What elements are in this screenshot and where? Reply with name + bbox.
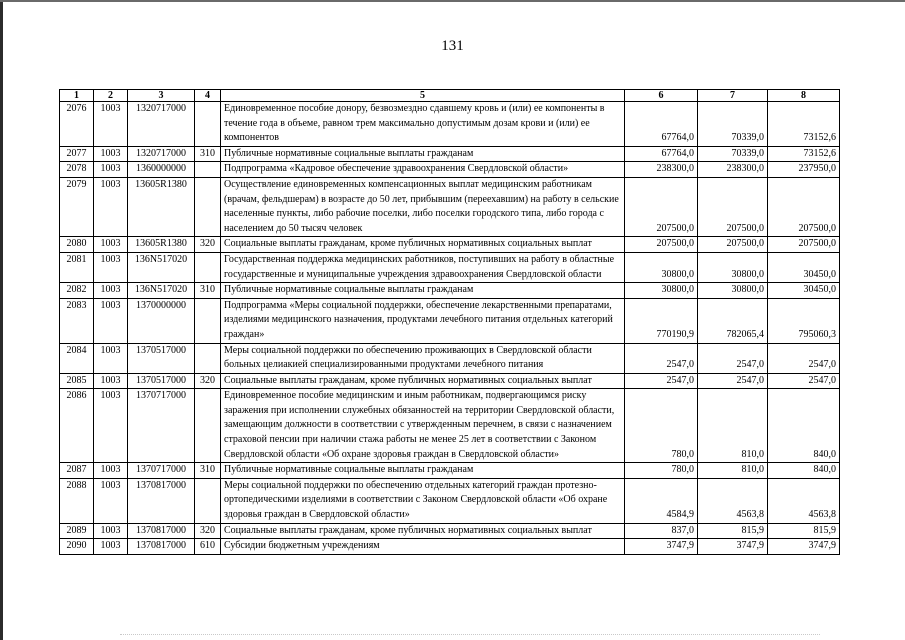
amount-col-7: 207500,0 — [698, 237, 768, 253]
amount-col-8: 2547,0 — [768, 373, 840, 389]
header-col-3: 3 — [128, 90, 195, 102]
header-col-5: 5 — [221, 90, 625, 102]
scan-frame-top — [0, 0, 905, 2]
table-row — [60, 252, 840, 282]
section-code: 1003 — [94, 252, 128, 282]
amount-col-7: 4563,8 — [698, 478, 768, 523]
table-row — [60, 162, 840, 178]
target-article-code: 1370817000 — [128, 539, 195, 555]
scan-frame-left — [0, 0, 3, 640]
table-row — [60, 177, 840, 236]
amount-col-6: 207500,0 — [625, 237, 698, 253]
amount-col-7: 810,0 — [698, 389, 768, 463]
amount-col-7: 30800,0 — [698, 252, 768, 282]
table-row — [60, 343, 840, 373]
row-number: 2088 — [60, 478, 94, 523]
section-code: 1003 — [94, 237, 128, 253]
item-description: Осуществление единовременных компенсационных выплат медицинским работникам (врачам, фельдшерам) в возрасте до 50 лет, прибывшим (переехавшим) на работу в сельские населенные пункты, либо рабочие поселки, либо поселки городского типа, либо города с населением до 50 тысяч человек — [221, 177, 625, 236]
section-code: 1003 — [94, 478, 128, 523]
row-number: 2082 — [60, 283, 94, 299]
amount-col-8: 207500,0 — [768, 177, 840, 236]
scan-edge-bottom — [120, 634, 820, 636]
amount-col-7: 2547,0 — [698, 373, 768, 389]
amount-col-8: 840,0 — [768, 389, 840, 463]
amount-col-6: 3747,9 — [625, 539, 698, 555]
item-description: Подпрограмма «Меры социальной поддержки, обеспечение лекарственными препаратами, изделиями медицинского назначения, продуктами лечебного питания отдельных категорий граждан» — [221, 298, 625, 343]
row-number: 2078 — [60, 162, 94, 178]
expense-type-code — [195, 478, 221, 523]
table-row — [60, 298, 840, 343]
expense-type-code — [195, 102, 221, 147]
table-row — [60, 539, 840, 555]
row-number: 2083 — [60, 298, 94, 343]
section-code: 1003 — [94, 463, 128, 479]
expense-type-code: 320 — [195, 373, 221, 389]
amount-col-8: 73152,6 — [768, 102, 840, 147]
expense-type-code — [195, 343, 221, 373]
amount-col-8: 4563,8 — [768, 478, 840, 523]
section-code: 1003 — [94, 283, 128, 299]
expense-type-code: 610 — [195, 539, 221, 555]
table-row — [60, 463, 840, 479]
target-article-code: 1320717000 — [128, 146, 195, 162]
row-number: 2087 — [60, 463, 94, 479]
target-article-code: 1370817000 — [128, 478, 195, 523]
header-col-2: 2 — [94, 90, 128, 102]
amount-col-6: 780,0 — [625, 463, 698, 479]
section-code: 1003 — [94, 523, 128, 539]
amount-col-6: 770190,9 — [625, 298, 698, 343]
item-description: Подпрограмма «Кадровое обеспечение здравоохранения Свердловской области» — [221, 162, 625, 178]
amount-col-7: 30800,0 — [698, 283, 768, 299]
table-row — [60, 146, 840, 162]
row-number: 2077 — [60, 146, 94, 162]
amount-col-6: 2547,0 — [625, 343, 698, 373]
target-article-code: 1370717000 — [128, 389, 195, 463]
amount-col-8: 207500,0 — [768, 237, 840, 253]
expense-type-code: 310 — [195, 463, 221, 479]
table-row — [60, 373, 840, 389]
item-description: Единовременное пособие медицинским и иным работникам, подвергающимся риску заражения при исполнении служебных обязанностей на территории Свердловской области, замещающим должности в соответствии с утвержденным перечнем, в связи с назначением страховой пенсии при наличии стажа работы не менее 25 лет в соответствии с Законом Свердловской области «Об охране здоровья граждан в Свердловской области» — [221, 389, 625, 463]
amount-col-8: 30450,0 — [768, 283, 840, 299]
row-number: 2084 — [60, 343, 94, 373]
expense-type-code: 320 — [195, 237, 221, 253]
row-number: 2081 — [60, 252, 94, 282]
amount-col-8: 840,0 — [768, 463, 840, 479]
table-row — [60, 237, 840, 253]
header-col-6: 6 — [625, 90, 698, 102]
item-description: Меры социальной поддержки по обеспечению отдельных категорий граждан протезно-ортопедическими изделиями в соответствии с Законом Свердловской области «Об охране здоровья граждан в Свердловской области» — [221, 478, 625, 523]
amount-col-6: 238300,0 — [625, 162, 698, 178]
item-description: Единовременное пособие донору, безвозмездно сдавшему кровь и (или) ее компоненты в течение года в объеме, равном трем максимально допустимым дозам крови и (или) ее компонентов — [221, 102, 625, 147]
expense-type-code — [195, 162, 221, 178]
expense-type-code — [195, 298, 221, 343]
amount-col-8: 815,9 — [768, 523, 840, 539]
table-row — [60, 102, 840, 147]
section-code: 1003 — [94, 298, 128, 343]
section-code: 1003 — [94, 146, 128, 162]
header-col-4: 4 — [195, 90, 221, 102]
target-article-code: 13605R1380 — [128, 177, 195, 236]
expense-type-code — [195, 389, 221, 463]
row-number: 2090 — [60, 539, 94, 555]
expense-type-code — [195, 177, 221, 236]
section-code: 1003 — [94, 102, 128, 147]
table-row — [60, 389, 840, 463]
amount-col-7: 3747,9 — [698, 539, 768, 555]
target-article-code: 136N517020 — [128, 252, 195, 282]
item-description: Социальные выплаты гражданам, кроме публичных нормативных социальных выплат — [221, 237, 625, 253]
row-number: 2086 — [60, 389, 94, 463]
target-article-code: 1370817000 — [128, 523, 195, 539]
target-article-code: 1370000000 — [128, 298, 195, 343]
amount-col-8: 237950,0 — [768, 162, 840, 178]
expense-type-code: 320 — [195, 523, 221, 539]
target-article-code: 1360000000 — [128, 162, 195, 178]
amount-col-7: 810,0 — [698, 463, 768, 479]
amount-col-7: 207500,0 — [698, 177, 768, 236]
amount-col-6: 30800,0 — [625, 283, 698, 299]
section-code: 1003 — [94, 162, 128, 178]
amount-col-6: 4584,9 — [625, 478, 698, 523]
amount-col-7: 782065,4 — [698, 298, 768, 343]
amount-col-6: 67764,0 — [625, 146, 698, 162]
amount-col-7: 70339,0 — [698, 146, 768, 162]
amount-col-7: 238300,0 — [698, 162, 768, 178]
expense-type-code: 310 — [195, 146, 221, 162]
item-description: Субсидии бюджетным учреждениям — [221, 539, 625, 555]
header-col-1: 1 — [60, 90, 94, 102]
item-description: Социальные выплаты гражданам, кроме публичных нормативных социальных выплат — [221, 523, 625, 539]
section-code: 1003 — [94, 343, 128, 373]
table-row — [60, 283, 840, 299]
amount-col-6: 67764,0 — [625, 102, 698, 147]
target-article-code: 1370517000 — [128, 343, 195, 373]
target-article-code: 136N517020 — [128, 283, 195, 299]
expense-type-code: 310 — [195, 283, 221, 299]
amount-col-8: 73152,6 — [768, 146, 840, 162]
item-description: Государственная поддержка медицинских работников, поступивших на работу в областные государственные и муниципальные учреждения здравоохранения Свердловской области — [221, 252, 625, 282]
amount-col-8: 30450,0 — [768, 252, 840, 282]
item-description: Меры социальной поддержки по обеспечению проживающих в Свердловской области больных целиакией специализированными продуктами лечебного питания — [221, 343, 625, 373]
table-header-row — [60, 90, 840, 102]
table-body — [60, 102, 840, 555]
table-row — [60, 478, 840, 523]
row-number: 2089 — [60, 523, 94, 539]
item-description: Социальные выплаты гражданам, кроме публичных нормативных социальных выплат — [221, 373, 625, 389]
amount-col-6: 780,0 — [625, 389, 698, 463]
row-number: 2085 — [60, 373, 94, 389]
expense-type-code — [195, 252, 221, 282]
header-col-7: 7 — [698, 90, 768, 102]
row-number: 2076 — [60, 102, 94, 147]
amount-col-7: 815,9 — [698, 523, 768, 539]
target-article-code: 1370517000 — [128, 373, 195, 389]
budget-table — [59, 89, 840, 555]
target-article-code: 1320717000 — [128, 102, 195, 147]
amount-col-8: 795060,3 — [768, 298, 840, 343]
amount-col-8: 3747,9 — [768, 539, 840, 555]
table-row — [60, 523, 840, 539]
section-code: 1003 — [94, 177, 128, 236]
page-number: 131 — [441, 38, 464, 54]
item-description: Публичные нормативные социальные выплаты гражданам — [221, 283, 625, 299]
item-description: Публичные нормативные социальные выплаты гражданам — [221, 463, 625, 479]
item-description: Публичные нормативные социальные выплаты гражданам — [221, 146, 625, 162]
amount-col-6: 30800,0 — [625, 252, 698, 282]
amount-col-6: 837,0 — [625, 523, 698, 539]
section-code: 1003 — [94, 539, 128, 555]
row-number: 2080 — [60, 237, 94, 253]
amount-col-6: 207500,0 — [625, 177, 698, 236]
amount-col-7: 70339,0 — [698, 102, 768, 147]
amount-col-7: 2547,0 — [698, 343, 768, 373]
header-col-8: 8 — [768, 90, 840, 102]
amount-col-8: 2547,0 — [768, 343, 840, 373]
row-number: 2079 — [60, 177, 94, 236]
amount-col-6: 2547,0 — [625, 373, 698, 389]
section-code: 1003 — [94, 389, 128, 463]
target-article-code: 1370717000 — [128, 463, 195, 479]
target-article-code: 13605R1380 — [128, 237, 195, 253]
section-code: 1003 — [94, 373, 128, 389]
